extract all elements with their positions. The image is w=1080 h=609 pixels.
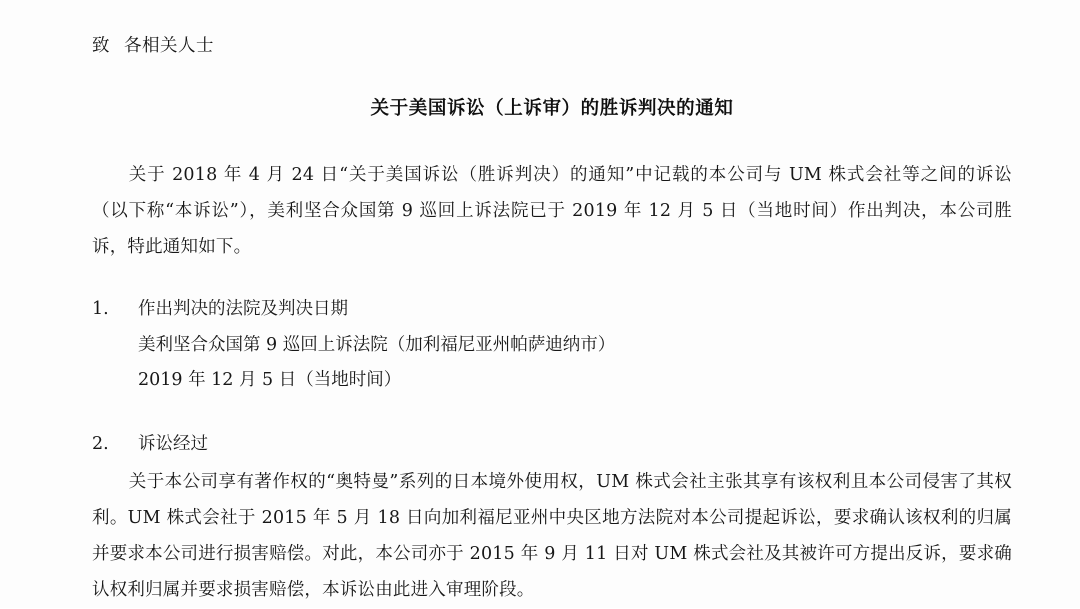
section-1-line-2-row: [92, 363, 1012, 399]
section-1-heading: 作出判决的法院及判决日期: [138, 298, 348, 319]
document-title: 关于美国诉讼（上诉审）的胜诉判决的通知: [370, 98, 734, 119]
intro-paragraph: 关于 2018 年 4 月 24 日“关于美国诉讼（胜诉判决）的通知”中记载的本公司与 UM 株式会社等之间的诉讼（以下称“本诉讼”），美利坚合众国第 9 巡回上诉法院已于 2019 年 12 月 5 日（当地时间）作出判决，本公司胜诉，特此通知如下。: [92, 165, 1012, 257]
addressee-target: 各相关人士: [124, 36, 214, 56]
document-body: [92, 32, 1012, 609]
section-2-number: 2.: [92, 434, 109, 455]
addressee-line: [92, 32, 1012, 60]
section-1-line-2: 2019 年 12 月 5 日（当地时间）: [138, 370, 402, 391]
section-1-line-1-row: [92, 328, 1012, 364]
section-2-heading: 诉讼经过: [138, 434, 208, 455]
section-1: [92, 292, 1012, 400]
addressee-label: 致: [92, 36, 110, 56]
section-2-heading-row: [92, 427, 1012, 463]
section-1-line-1: 美利坚合众国第 9 巡回上诉法院（加利福尼亚州帕萨迪纳市）: [138, 334, 616, 355]
section-2: [92, 427, 1012, 608]
section-1-heading-row: [92, 292, 1012, 328]
section-2-paragraph: 关于本公司享有著作权的“奥特曼”系列的日本境外使用权，UM 株式会社主张其享有该权利且本公司侵害了其权利。UM 株式会社于 2015 年 5 月 18 日向加利福尼亚州中央区地方法院对本公司提起诉讼，要求确认该权利的归属并要求本公司进行损害赔偿。对此，本公司亦于 2015 年 9 月 11 日对 UM 株式会社及其被许可方提出反诉，要求确认权利归属并要求损害赔偿，本诉讼由此进入审理阶段。: [92, 472, 1012, 600]
section-1-number: 1.: [92, 298, 109, 319]
